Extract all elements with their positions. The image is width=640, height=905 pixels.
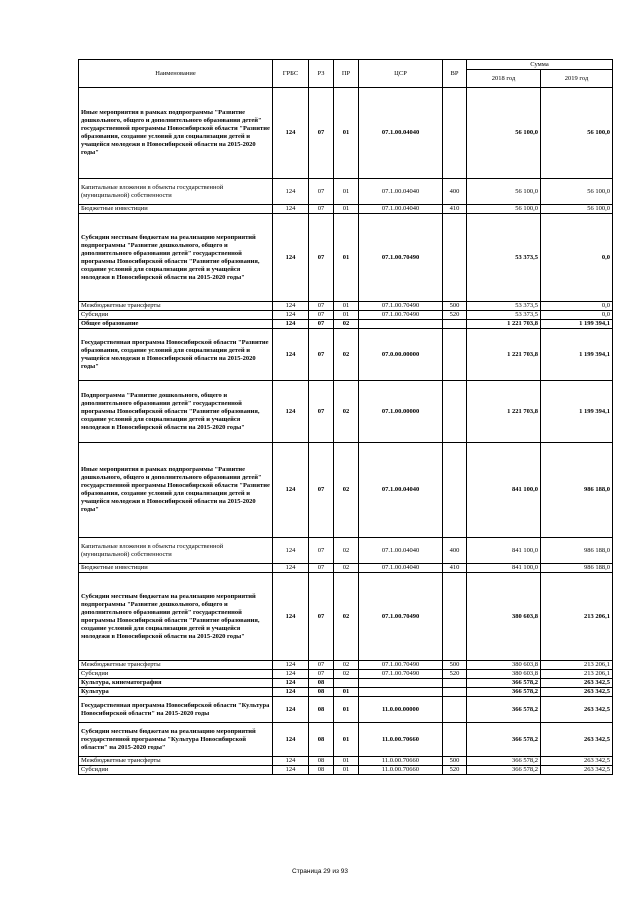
row-rz: 07	[309, 320, 334, 329]
page-footer: Страница 29 из 93	[292, 868, 348, 875]
row-sum-2019: 986 188,0	[541, 443, 613, 538]
col-header-csr: ЦСР	[359, 60, 443, 88]
row-sum-2019: 56 100,0	[541, 179, 613, 205]
row-name: Иные мероприятия в рамках подпрограммы "Развитие дошкольного, общего и дополнительного образования детей" государственной программы Новосибирской области "Развитие образования, создание условий для социализации детей и учащейся молодежи в Новосибирской области на 2015-2020 годы"	[79, 88, 273, 179]
row-pr: 01	[334, 88, 359, 179]
row-sum-2018: 366 578,2	[467, 723, 541, 757]
row-pr: 02	[334, 381, 359, 443]
row-pr	[334, 679, 359, 688]
row-name: Культура	[79, 688, 273, 697]
col-header-vr: ВР	[443, 60, 467, 88]
row-sum-2019: 56 100,0	[541, 205, 613, 214]
row-rz: 08	[309, 766, 334, 775]
row-pr: 02	[334, 320, 359, 329]
row-vr	[443, 381, 467, 443]
row-rz: 07	[309, 302, 334, 311]
row-name: Иные мероприятия в рамках подпрограммы "Развитие дошкольного, общего и дополнительного образования детей" государственной программы Новосибирской области "Развитие образования, создание условий для социализации детей и учащейся молодежи в Новосибирской области на 2015-2020 годы"	[79, 443, 273, 538]
row-sum-2019: 0,0	[541, 302, 613, 311]
budget-table-container	[78, 59, 612, 775]
row-rz: 07	[309, 205, 334, 214]
row-sum-2019: 986 188,0	[541, 564, 613, 573]
row-sum-2018: 366 578,2	[467, 679, 541, 688]
row-csr: 07.1.00.70490	[359, 214, 443, 302]
row-vr: 520	[443, 311, 467, 320]
row-grbs: 124	[273, 205, 309, 214]
row-sum-2018: 53 373,5	[467, 302, 541, 311]
row-name: Капитальные вложения в объекты государственной (муниципальной) собственности	[79, 538, 273, 564]
row-rz: 07	[309, 329, 334, 381]
table-row	[79, 205, 613, 214]
col-header-grbs: ГРБС	[273, 60, 309, 88]
row-name: Государственная программа Новосибирской области "Развитие образования, создание условий для социализации детей и учащейся молодежи в Новосибирской области на 2015-2020 годы"	[79, 329, 273, 381]
row-vr: 520	[443, 766, 467, 775]
row-rz: 07	[309, 564, 334, 573]
row-name: Межбюджетные трансферты	[79, 757, 273, 766]
row-rz: 07	[309, 670, 334, 679]
table-row	[79, 679, 613, 688]
row-grbs: 124	[273, 766, 309, 775]
row-sum-2019: 263 342,5	[541, 679, 613, 688]
row-grbs: 124	[273, 573, 309, 661]
row-grbs: 124	[273, 179, 309, 205]
col-header-2019: 2019 год	[541, 70, 613, 88]
row-grbs: 124	[273, 302, 309, 311]
row-csr: 07.1.00.70490	[359, 573, 443, 661]
row-sum-2019: 1 199 394,1	[541, 329, 613, 381]
row-name: Подпрограмма "Развитие дошкольного, общего и дополнительного образования детей" государственной программы Новосибирской области "Развитие образования, создание условий для социализации детей и учащейся молодежи в Новосибирской области на 2015-2020 годы"	[79, 381, 273, 443]
row-csr: 07.1.00.04040	[359, 538, 443, 564]
row-csr: 11.0.00.00000	[359, 697, 443, 723]
row-name: Государственная программа Новосибирской области "Культура Новосибирской области" на 2015-2020 годы	[79, 697, 273, 723]
row-sum-2018: 366 578,2	[467, 766, 541, 775]
table-row	[79, 381, 613, 443]
row-rz: 07	[309, 381, 334, 443]
row-name: Субсидии	[79, 766, 273, 775]
row-csr: 07.1.00.04040	[359, 564, 443, 573]
row-sum-2019: 213 206,1	[541, 573, 613, 661]
table-row	[79, 723, 613, 757]
row-grbs: 124	[273, 670, 309, 679]
row-name: Межбюджетные трансферты	[79, 661, 273, 670]
row-pr: 01	[334, 302, 359, 311]
row-pr: 01	[334, 697, 359, 723]
row-name: Субсидии местным бюджетам на реализацию мероприятий государственной программы "Культура Новосибирской области" на 2015-2020 годы"	[79, 723, 273, 757]
row-pr: 01	[334, 688, 359, 697]
row-sum-2018: 1 221 703,8	[467, 381, 541, 443]
row-sum-2018: 1 221 703,8	[467, 329, 541, 381]
table-row	[79, 302, 613, 311]
row-sum-2018: 380 603,8	[467, 670, 541, 679]
row-vr: 410	[443, 205, 467, 214]
row-rz: 08	[309, 679, 334, 688]
row-sum-2018: 366 578,2	[467, 757, 541, 766]
row-name: Субсидии	[79, 670, 273, 679]
row-pr: 02	[334, 443, 359, 538]
row-sum-2019: 263 342,5	[541, 723, 613, 757]
row-vr	[443, 723, 467, 757]
row-sum-2018: 53 373,5	[467, 214, 541, 302]
row-sum-2019: 263 342,5	[541, 766, 613, 775]
row-rz: 08	[309, 757, 334, 766]
row-sum-2019: 263 342,5	[541, 757, 613, 766]
table-row	[79, 766, 613, 775]
row-grbs: 124	[273, 443, 309, 538]
row-vr: 500	[443, 661, 467, 670]
row-sum-2018: 366 578,2	[467, 697, 541, 723]
row-sum-2018: 56 100,0	[467, 88, 541, 179]
row-sum-2019: 986 188,0	[541, 538, 613, 564]
table-row	[79, 688, 613, 697]
row-vr	[443, 214, 467, 302]
row-pr: 02	[334, 538, 359, 564]
row-sum-2018: 56 100,0	[467, 205, 541, 214]
row-sum-2019: 0,0	[541, 214, 613, 302]
row-sum-2018: 53 373,5	[467, 311, 541, 320]
table-row	[79, 320, 613, 329]
row-name: Межбюджетные трансферты	[79, 302, 273, 311]
row-rz: 07	[309, 573, 334, 661]
row-csr: 07.1.00.70490	[359, 670, 443, 679]
row-vr: 500	[443, 302, 467, 311]
row-rz: 07	[309, 179, 334, 205]
table-row	[79, 564, 613, 573]
row-csr: 07.1.00.70490	[359, 661, 443, 670]
row-rz: 08	[309, 688, 334, 697]
row-sum-2018: 841 100,0	[467, 538, 541, 564]
table-row	[79, 573, 613, 661]
table-row	[79, 179, 613, 205]
row-pr: 01	[334, 205, 359, 214]
row-csr: 07.1.00.04040	[359, 443, 443, 538]
row-name: Субсидии местным бюджетам на реализацию мероприятий подпрограммы "Развитие дошкольного, общего и дополнительного образования детей" государственной программы Новосибирской области "Развитие образования, создание условий для социализации детей и учащейся молодежи в Новосибирской области на 2015-2020 годы"	[79, 573, 273, 661]
row-sum-2018: 380 603,8	[467, 661, 541, 670]
row-sum-2019: 213 206,1	[541, 661, 613, 670]
row-pr: 02	[334, 329, 359, 381]
row-vr	[443, 88, 467, 179]
row-grbs: 124	[273, 564, 309, 573]
row-name: Капитальные вложения в объекты государственной (муниципальной) собственности	[79, 179, 273, 205]
col-header-rz: РЗ	[309, 60, 334, 88]
row-grbs: 124	[273, 320, 309, 329]
row-grbs: 124	[273, 538, 309, 564]
row-vr	[443, 320, 467, 329]
row-vr	[443, 679, 467, 688]
row-csr: 07.0.00.00000	[359, 329, 443, 381]
row-sum-2018: 56 100,0	[467, 179, 541, 205]
row-csr	[359, 688, 443, 697]
row-name: Общее образование	[79, 320, 273, 329]
row-rz: 08	[309, 697, 334, 723]
table-row	[79, 670, 613, 679]
row-vr	[443, 697, 467, 723]
row-pr: 01	[334, 766, 359, 775]
row-pr: 01	[334, 311, 359, 320]
row-rz: 07	[309, 443, 334, 538]
row-grbs: 124	[273, 88, 309, 179]
row-grbs: 124	[273, 679, 309, 688]
row-sum-2019: 1 199 394,1	[541, 381, 613, 443]
row-rz: 07	[309, 311, 334, 320]
row-grbs: 124	[273, 329, 309, 381]
row-vr: 500	[443, 757, 467, 766]
row-sum-2018: 1 221 703,8	[467, 320, 541, 329]
row-vr: 410	[443, 564, 467, 573]
row-grbs: 124	[273, 381, 309, 443]
table-row	[79, 443, 613, 538]
row-sum-2019: 56 100,0	[541, 88, 613, 179]
row-sum-2018: 841 100,0	[467, 564, 541, 573]
row-sum-2018: 380 603,8	[467, 573, 541, 661]
table-row	[79, 214, 613, 302]
row-name: Субсидии	[79, 311, 273, 320]
table-row	[79, 661, 613, 670]
row-pr: 02	[334, 661, 359, 670]
row-csr: 07.1.00.04040	[359, 88, 443, 179]
col-header-name: Наименование	[79, 60, 273, 88]
row-vr: 400	[443, 179, 467, 205]
row-csr: 11.0.00.70660	[359, 757, 443, 766]
table-row	[79, 329, 613, 381]
row-grbs: 124	[273, 723, 309, 757]
row-rz: 07	[309, 661, 334, 670]
row-grbs: 124	[273, 661, 309, 670]
row-rz: 07	[309, 88, 334, 179]
row-csr	[359, 679, 443, 688]
row-csr	[359, 320, 443, 329]
row-vr	[443, 329, 467, 381]
row-sum-2019: 213 206,1	[541, 670, 613, 679]
row-sum-2019: 263 342,5	[541, 688, 613, 697]
row-sum-2018: 841 100,0	[467, 443, 541, 538]
row-csr: 11.0.00.70660	[359, 723, 443, 757]
row-grbs: 124	[273, 757, 309, 766]
table-row	[79, 757, 613, 766]
row-csr: 07.1.00.00000	[359, 381, 443, 443]
row-name: Бюджетные инвестиции	[79, 205, 273, 214]
row-sum-2019: 1 199 394,1	[541, 320, 613, 329]
table-row	[79, 697, 613, 723]
row-sum-2019: 263 342,5	[541, 697, 613, 723]
row-sum-2019: 0,0	[541, 311, 613, 320]
row-name: Культура, кинематография	[79, 679, 273, 688]
row-pr: 02	[334, 670, 359, 679]
row-csr: 07.1.00.70490	[359, 311, 443, 320]
row-pr: 02	[334, 564, 359, 573]
col-header-sum: Сумма	[467, 60, 613, 70]
row-grbs: 124	[273, 688, 309, 697]
row-rz: 07	[309, 538, 334, 564]
row-csr: 07.1.00.70490	[359, 302, 443, 311]
row-vr: 520	[443, 670, 467, 679]
row-pr: 02	[334, 573, 359, 661]
row-grbs: 124	[273, 697, 309, 723]
row-sum-2018: 366 578,2	[467, 688, 541, 697]
row-vr	[443, 688, 467, 697]
row-pr: 01	[334, 179, 359, 205]
row-vr: 400	[443, 538, 467, 564]
row-csr: 07.1.00.04040	[359, 205, 443, 214]
row-name: Субсидии местным бюджетам на реализацию мероприятий подпрограммы "Развитие дошкольного, общего и дополнительного образования детей" государственной программы Новосибирской области "Развитие образования, создание условий для социализации детей и учащейся молодежи в Новосибирской области на 2015-2020 годы"	[79, 214, 273, 302]
row-csr: 07.1.00.04040	[359, 179, 443, 205]
budget-table	[78, 59, 613, 775]
row-name: Бюджетные инвестиции	[79, 564, 273, 573]
row-grbs: 124	[273, 214, 309, 302]
row-pr: 01	[334, 723, 359, 757]
row-pr: 01	[334, 757, 359, 766]
row-csr: 11.0.00.70660	[359, 766, 443, 775]
col-header-pr: ПР	[334, 60, 359, 88]
table-row	[79, 311, 613, 320]
row-vr	[443, 573, 467, 661]
row-pr: 01	[334, 214, 359, 302]
row-rz: 08	[309, 723, 334, 757]
table-row	[79, 88, 613, 179]
col-header-2018: 2018 год	[467, 70, 541, 88]
row-rz: 07	[309, 214, 334, 302]
table-row	[79, 538, 613, 564]
row-grbs: 124	[273, 311, 309, 320]
row-vr	[443, 443, 467, 538]
